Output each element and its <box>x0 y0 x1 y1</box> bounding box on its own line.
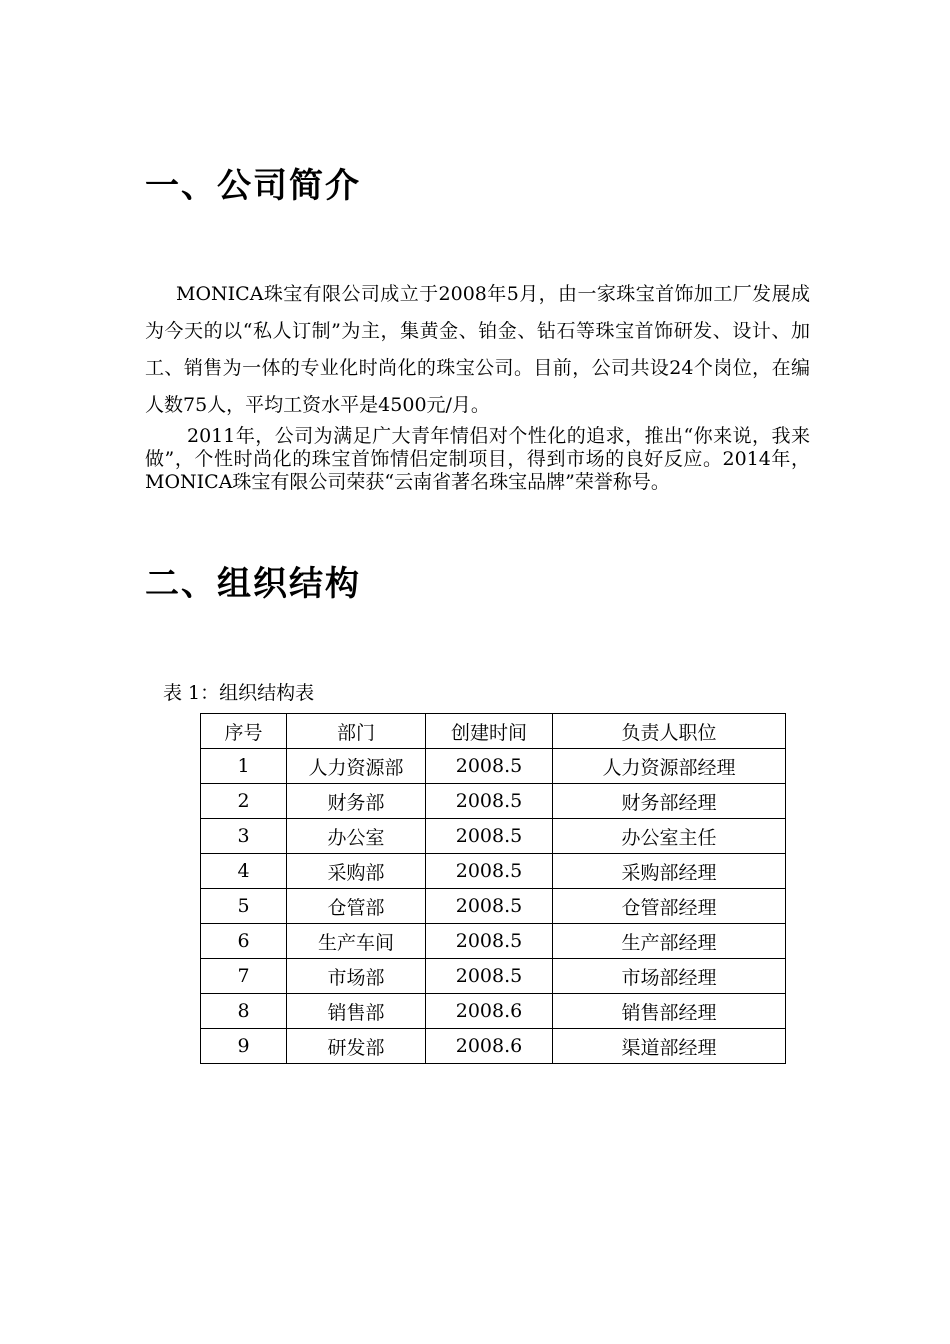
cell-department: 办公室 <box>287 819 426 854</box>
table-row <box>201 749 786 784</box>
table-row <box>201 994 786 1029</box>
intro-paragraph-1: MONICA珠宝有限公司成立于2008年5月，由一家珠宝首饰加工厂发展成为今天的以“私人订制”为主，集黄金、铂金、钻石等珠宝首饰研发、设计、加工、销售为一体的专业化时尚化的珠宝公司。目前，公司共设24个岗位，在编人数75人，平均工资水平是4500元/月。 <box>145 283 810 416</box>
cell-manager: 销售部经理 <box>553 994 786 1029</box>
header-cell-manager: 负责人职位 <box>553 714 786 749</box>
header-cell-department: 部门 <box>287 714 426 749</box>
cell-manager: 渠道部经理 <box>553 1029 786 1064</box>
org-structure-table <box>200 713 786 1064</box>
cell-department: 生产车间 <box>287 924 426 959</box>
cell-created: 2008.5 <box>426 854 553 889</box>
cell-department: 采购部 <box>287 854 426 889</box>
table-caption: 表 1：组织结构表 <box>163 682 315 704</box>
cell-index: 7 <box>201 959 287 994</box>
intro-paragraph-2: 2011年，公司为满足广大青年情侣对个性化的追求，推出“你来说，我来做”，个性时尚化的珠宝首饰情侣定制项目，得到市场的良好反应。2014年，MONICA珠宝有限公司荣获“云南省著名珠宝品牌”荣誉称号。 <box>145 425 810 493</box>
cell-manager: 人力资源部经理 <box>553 749 786 784</box>
table-row <box>201 784 786 819</box>
cell-manager: 生产部经理 <box>553 924 786 959</box>
table-row <box>201 924 786 959</box>
cell-department: 销售部 <box>287 994 426 1029</box>
cell-index: 8 <box>201 994 287 1029</box>
cell-department: 财务部 <box>287 784 426 819</box>
cell-created: 2008.5 <box>426 749 553 784</box>
cell-created: 2008.5 <box>426 784 553 819</box>
cell-department: 仓管部 <box>287 889 426 924</box>
table-row <box>201 819 786 854</box>
table-row <box>201 959 786 994</box>
cell-department: 研发部 <box>287 1029 426 1064</box>
cell-index: 3 <box>201 819 287 854</box>
table-row <box>201 889 786 924</box>
cell-department: 人力资源部 <box>287 749 426 784</box>
cell-manager: 市场部经理 <box>553 959 786 994</box>
cell-created: 2008.5 <box>426 959 553 994</box>
table-header-row <box>201 714 786 749</box>
cell-created: 2008.5 <box>426 889 553 924</box>
cell-index: 9 <box>201 1029 287 1064</box>
table-row <box>201 854 786 889</box>
cell-manager: 仓管部经理 <box>553 889 786 924</box>
cell-manager: 办公室主任 <box>553 819 786 854</box>
cell-created: 2008.6 <box>426 994 553 1029</box>
cell-index: 1 <box>201 749 287 784</box>
cell-index: 5 <box>201 889 287 924</box>
cell-created: 2008.5 <box>426 819 553 854</box>
header-cell-created: 创建时间 <box>426 714 553 749</box>
cell-index: 2 <box>201 784 287 819</box>
cell-created: 2008.6 <box>426 1029 553 1064</box>
cell-manager: 采购部经理 <box>553 854 786 889</box>
cell-index: 4 <box>201 854 287 889</box>
table-row <box>201 1029 786 1064</box>
cell-index: 6 <box>201 924 287 959</box>
cell-manager: 财务部经理 <box>553 784 786 819</box>
section-heading-org-structure: 二、组织结构 <box>145 564 361 604</box>
cell-created: 2008.5 <box>426 924 553 959</box>
header-cell-index: 序号 <box>201 714 287 749</box>
section-heading-company-intro: 一、公司简介 <box>145 166 361 206</box>
cell-department: 市场部 <box>287 959 426 994</box>
